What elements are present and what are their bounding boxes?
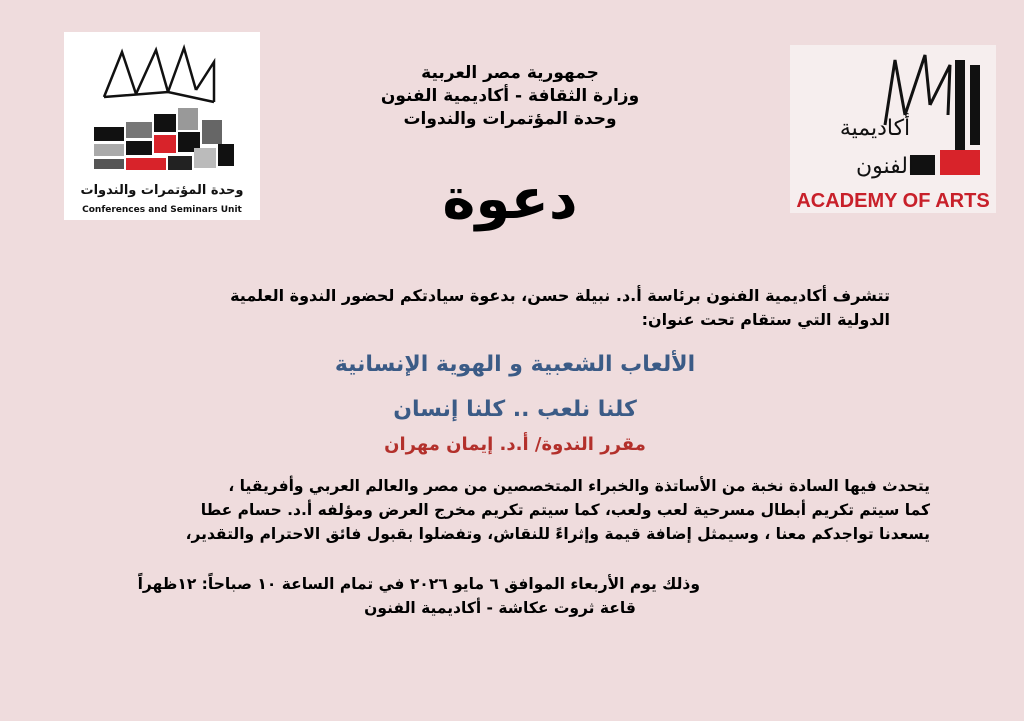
event-date: وذلك يوم الأربعاء الموافق ٦ مايو ٢٠٢٦ في تمام الساعة ١٠ صباحاً: ١٢ظهراً [137,575,700,593]
svg-text:الفنون: الفنون [855,154,915,179]
svg-text:ACADEMY OF ARTS: ACADEMY OF ARTS [796,190,990,212]
academy-of-arts-logo [790,45,996,213]
details-line-2: كما سيتم تكريم أبطال مسرحية لعب ولعب، كما سيتم تكريم مخرج العرض ومؤلفه أ.د. حسام عطا [200,501,930,519]
letterhead [330,62,690,131]
details-line-3: يسعدنا تواجدكم معنا ، وسيمثل إضافة قيمة وإثراءً للنقاش، وتفضلوا بقبول فائق الاحترام والتقدير، [185,525,930,543]
seminar-subtitle: كلنا نلعب .. كلنا إنسان [393,397,637,422]
svg-text:أكاديمية: أكاديمية [839,116,911,141]
svg-text:وحدة المؤتمرات والندوات: وحدة المؤتمرات والندوات [80,183,244,198]
intro-line-2: الدولية التي ستقام تحت عنوان: [641,310,890,329]
conferences-unit-logo [64,32,260,220]
country-name: جمهورية مصر العربية [421,63,599,83]
seminar-title: الألعاب الشعبية و الهوية الإنسانية [334,352,696,377]
seminar-details [80,474,930,546]
unit-name: وحدة المؤتمرات والندوات [403,109,617,129]
seminar-rapporteur: مقرر الندوة/ أ.د. إيمان مهران [384,434,646,455]
event-date-venue [137,572,700,620]
academy-emblem-icon [790,45,996,213]
invitation-intro [120,284,890,332]
open-book-arc-icon [64,32,260,220]
intro-line-1: تتشرف أكاديمية الفنون برئاسة أ.د. نبيلة حسن، بدعوة سيادتكم لحضور الندوة العلمية [230,286,890,305]
ministry-name: وزارة الثقافة - أكاديمية الفنون [380,86,640,106]
invitation-title: دعوة [442,167,578,232]
details-line-1: يتحدث فيها السادة نخبة من الأساتذة والخبراء المتخصصين من مصر والعالم العربي وأفريقيا ، [228,477,930,495]
svg-text:Conferences and Seminars Unit: Conferences and Seminars Unit [82,205,242,215]
event-venue: قاعة ثروت عكاشة - أكاديمية الفنون [364,599,636,617]
